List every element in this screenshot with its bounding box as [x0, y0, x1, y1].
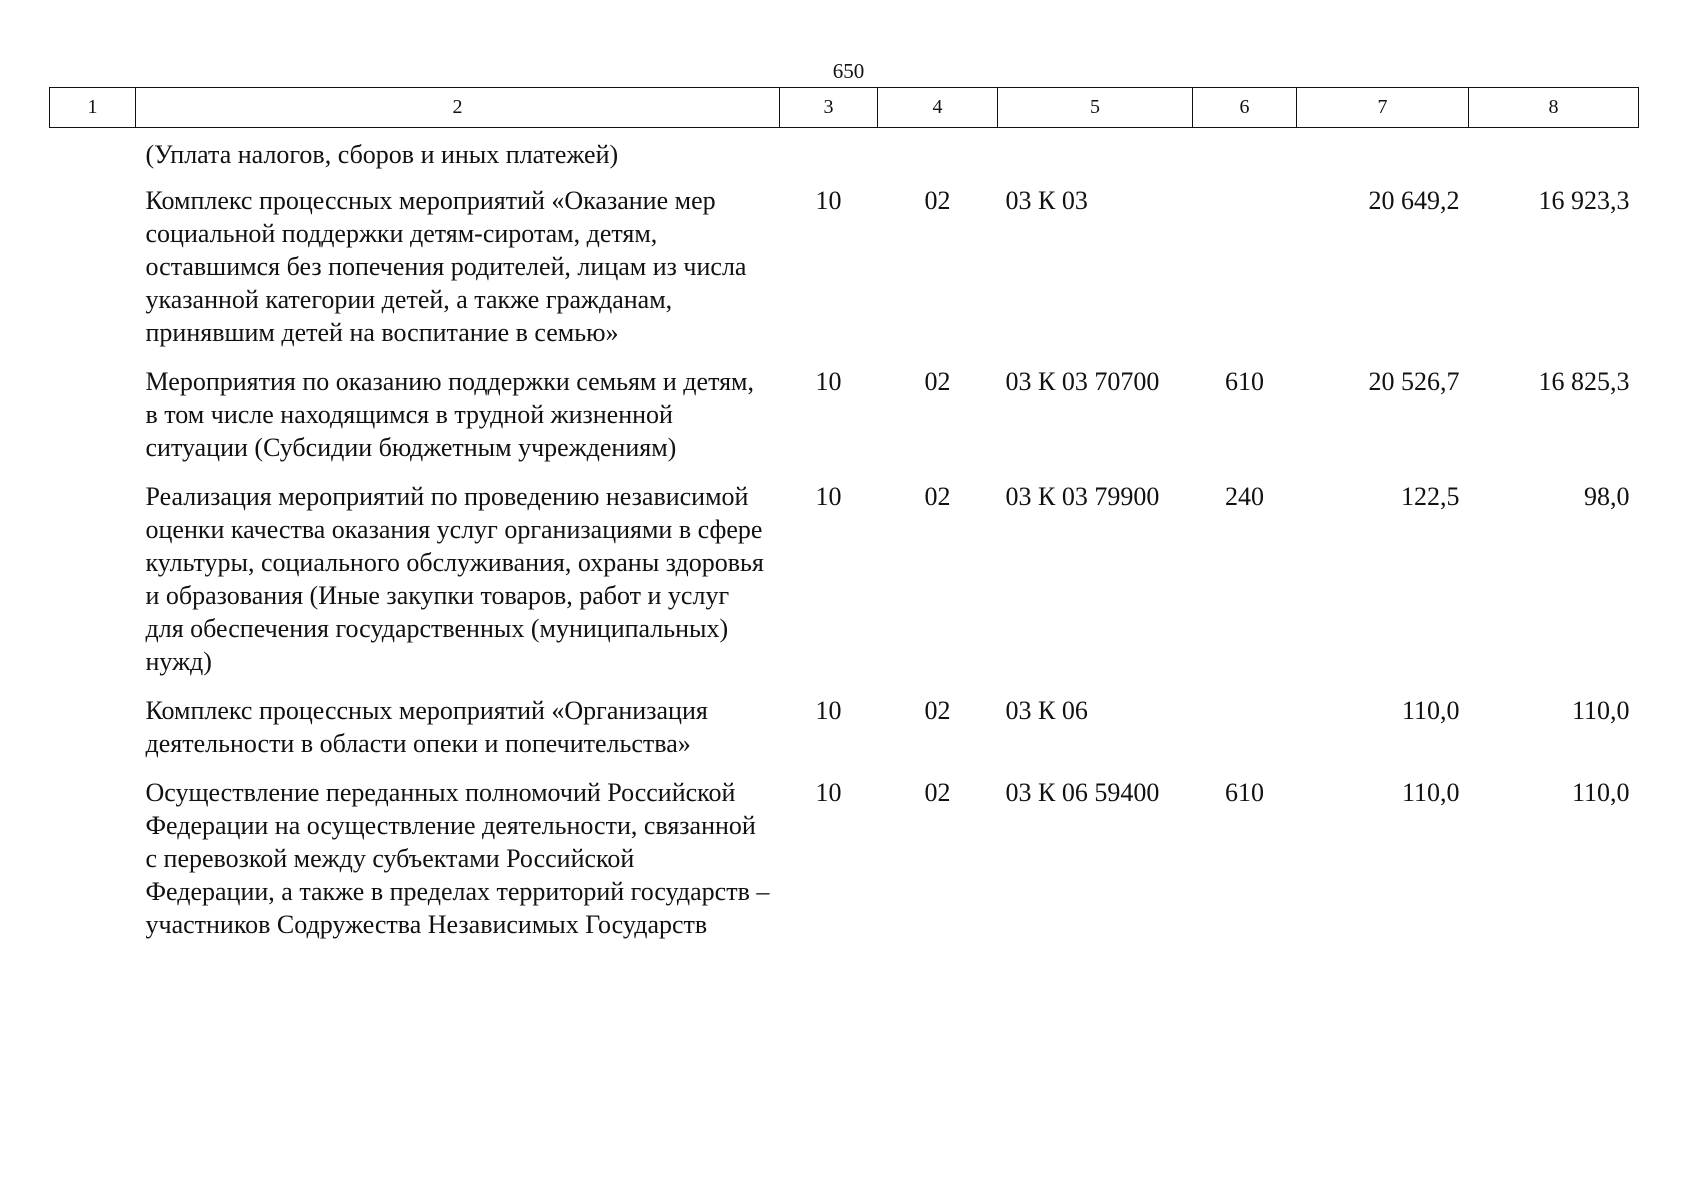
column-header-2: 2	[136, 88, 780, 128]
column-header-8: 8	[1469, 88, 1639, 128]
table-row	[50, 694, 1639, 776]
row-amount-col8: 98,0	[1584, 482, 1630, 511]
row-name: Реализация мероприятий по проведению независимой оценки качества оказания услуг организациями в сфере культуры, социального обслуживания, охраны здоровья и образования (Иные закупки товаров, работ и услуг для обеспечения государственных (муниципальных) нужд)	[145, 482, 764, 676]
row-section-code	[780, 128, 878, 185]
table-header	[50, 88, 1639, 128]
table-body	[50, 128, 1639, 958]
row-spacer-cell	[50, 128, 136, 185]
header-row	[50, 88, 1639, 128]
table-row	[50, 480, 1639, 694]
column-header-5: 5	[998, 88, 1193, 128]
row-expense-type: 610	[1225, 778, 1264, 807]
row-amount-col7: 110,0	[1401, 778, 1460, 807]
page-number: 650	[832, 59, 865, 83]
row-expense-type: 610	[1225, 367, 1264, 396]
row-amount-col7: 122,5	[1401, 482, 1460, 511]
row-expense-type	[1193, 694, 1297, 776]
row-amount-col7: 20 526,7	[1368, 367, 1460, 396]
row-subsection-code: 02	[924, 482, 951, 511]
column-header-1: 1	[50, 88, 136, 128]
row-amount-col8: 110,0	[1571, 778, 1630, 807]
row-name: Комплекс процессных мероприятий «Оказание мер социальной поддержки детям-сиротам, детям, оставшимся без попечения родителей, лицам из числа указанной категории детей, а также гражданам, принявшим детей на воспитание в семью»	[145, 186, 747, 347]
row-expense-type: 240	[1225, 482, 1264, 511]
row-spacer-cell	[50, 480, 136, 694]
row-section-code: 10	[815, 778, 842, 807]
row-name: (Уплата налогов, сборов и иных платежей)	[145, 140, 619, 169]
row-amount-col8	[1469, 128, 1639, 185]
row-spacer-cell	[50, 776, 136, 957]
row-target-article: 03 К 03 70700	[1005, 367, 1160, 396]
row-amount-col7: 20 649,2	[1368, 186, 1460, 215]
column-header-7: 7	[1297, 88, 1469, 128]
row-amount-col8: 16 825,3	[1538, 367, 1630, 396]
row-section-code: 10	[815, 482, 842, 511]
row-expense-type	[1193, 128, 1297, 185]
row-subsection-code: 02	[924, 186, 951, 215]
column-header-4: 4	[878, 88, 998, 128]
table-row	[50, 776, 1639, 957]
table-row	[50, 365, 1639, 480]
row-target-article: 03 К 06 59400	[1005, 778, 1160, 807]
row-spacer-cell	[50, 184, 136, 365]
row-amount-col8: 16 923,3	[1538, 186, 1630, 215]
row-target-article: 03 К 03	[1005, 186, 1088, 215]
row-section-code: 10	[815, 186, 842, 215]
row-subsection-code	[878, 128, 998, 185]
row-subsection-code: 02	[924, 778, 951, 807]
row-expense-type	[1193, 184, 1297, 365]
row-name: Осуществление переданных полномочий Российской Федерации на осуществление деятельности, связанной с перевозкой между субъектами Российской Федерации, а также в пределах территорий государств – участников Содружества Независимых Государств	[145, 778, 770, 939]
table-row	[50, 128, 1639, 185]
row-amount-col8: 110,0	[1571, 696, 1630, 725]
row-spacer-cell	[50, 694, 136, 776]
row-name: Комплекс процессных мероприятий «Организация деятельности в области опеки и попечительства»	[145, 696, 708, 758]
row-target-article	[998, 128, 1193, 185]
row-amount-col7	[1297, 128, 1469, 185]
row-section-code: 10	[815, 696, 842, 725]
row-spacer-cell	[50, 365, 136, 480]
row-amount-col7: 110,0	[1401, 696, 1460, 725]
row-subsection-code: 02	[924, 367, 951, 396]
budget-table	[49, 87, 1639, 957]
row-subsection-code: 02	[924, 696, 951, 725]
column-header-6: 6	[1193, 88, 1297, 128]
row-name: Мероприятия по оказанию поддержки семьям и детям, в том числе находящимся в трудной жизненной ситуации (Субсидии бюджетным учреждениям)	[145, 367, 754, 462]
column-header-3: 3	[780, 88, 878, 128]
row-target-article: 03 К 06	[1005, 696, 1088, 725]
table-row	[50, 184, 1639, 365]
row-target-article: 03 К 03 79900	[1005, 482, 1160, 511]
row-section-code: 10	[815, 367, 842, 396]
